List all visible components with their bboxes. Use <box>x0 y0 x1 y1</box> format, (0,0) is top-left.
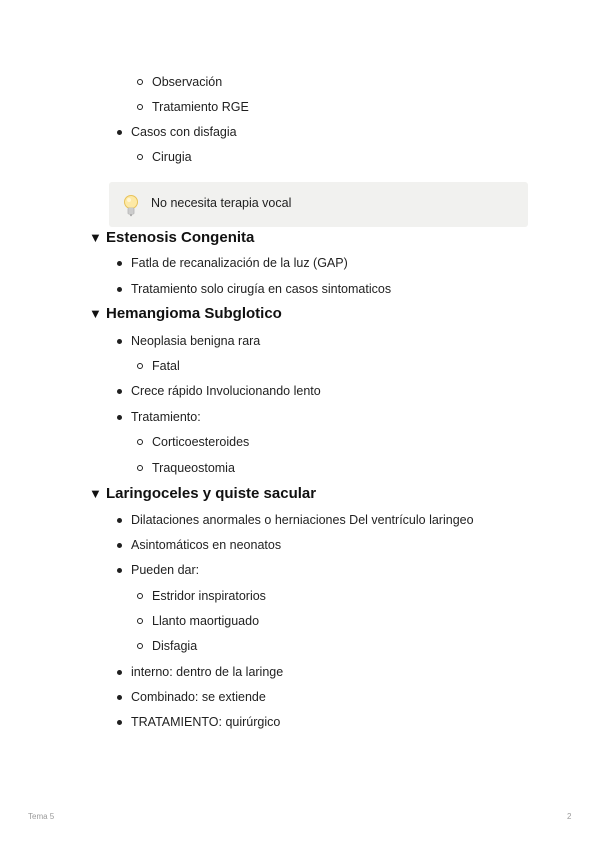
list-item: Tratamiento solo cirugía en casos sintomaticos <box>131 282 392 296</box>
list-item: Neoplasia benigna rara <box>131 334 261 348</box>
list-item: Tratamiento RGE <box>152 100 249 114</box>
list-item: Fatal <box>152 359 180 373</box>
heading-text: Laringoceles y quiste sacular <box>106 485 317 502</box>
footer-page-number: 2 <box>567 812 572 821</box>
toggle-heading-laringoceles[interactable] <box>89 485 316 503</box>
list-item: Tratamiento: <box>131 410 201 424</box>
list-item: Dilataciones anormales o herniaciones Del ventrículo laringeo <box>131 513 474 527</box>
list-item: Pueden dar: <box>131 563 200 577</box>
list-item: Estridor inspiratorios <box>152 589 266 603</box>
list-item: interno: dentro de la laringe <box>131 665 284 679</box>
toggle-triangle-icon[interactable]: ▼ <box>89 486 102 501</box>
callout-text: No necesita terapia vocal <box>151 196 292 210</box>
heading-text: Hemangioma Subglotico <box>106 305 282 322</box>
toggle-triangle-icon[interactable]: ▼ <box>89 306 102 321</box>
toggle-heading-hemangioma[interactable] <box>89 305 282 323</box>
list-item: Disfagia <box>152 639 198 653</box>
footer-document-title: Tema 5 <box>28 812 55 821</box>
list-item: Llanto maortiguado <box>152 614 260 628</box>
list-item: Asintomáticos en neonatos <box>131 538 282 552</box>
list-item: Combinado: se extiende <box>131 690 266 704</box>
list-item: Fatla de recanalización de la luz (GAP) <box>131 256 348 270</box>
heading-text: Estenosis Congenita <box>106 229 255 246</box>
list-item: Observación <box>152 75 223 89</box>
list-item: Traqueostomia <box>152 461 235 475</box>
list-item: Corticoesteroides <box>152 435 250 449</box>
callout-box <box>109 182 528 227</box>
toggle-heading-estenosis[interactable] <box>89 229 254 247</box>
lightbulb-icon <box>123 194 139 218</box>
list-item: Cirugia <box>152 150 192 164</box>
list-item: Casos con disfagia <box>131 125 237 139</box>
list-item: TRATAMIENTO: quirúrgico <box>131 715 281 729</box>
list-item: Crece rápido Involucionando lento <box>131 384 321 398</box>
toggle-triangle-icon[interactable]: ▼ <box>89 230 102 245</box>
